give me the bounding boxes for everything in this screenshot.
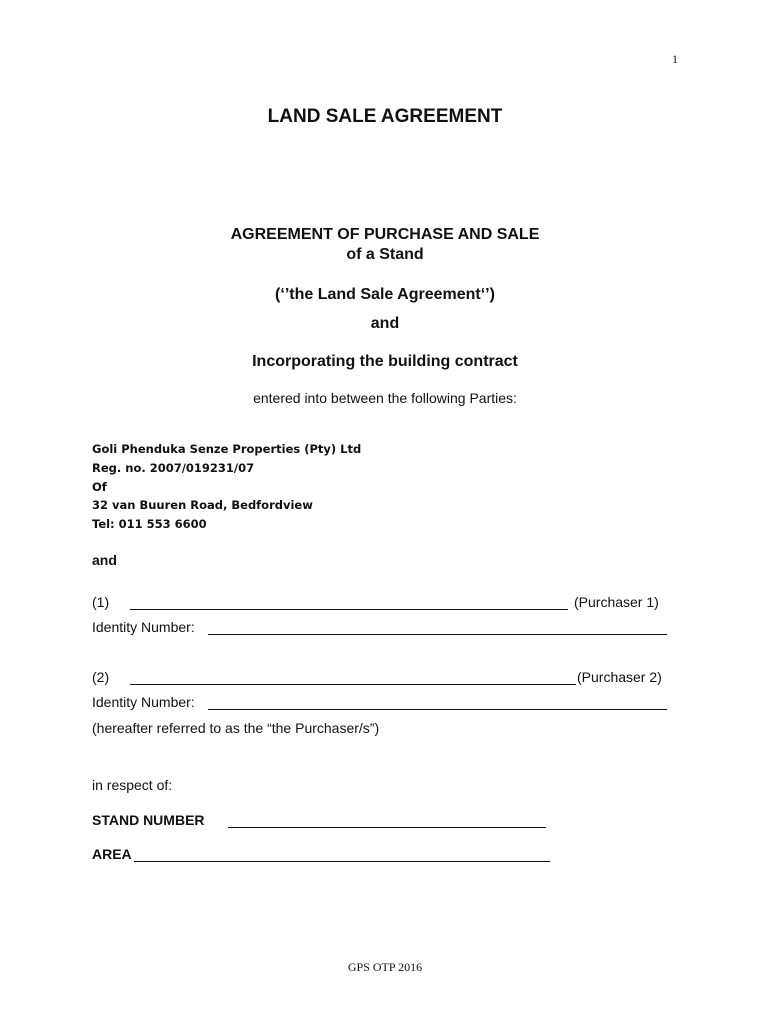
stand-number-field[interactable] xyxy=(228,827,546,828)
purchaser-2-name-field[interactable] xyxy=(130,684,576,685)
and-connector: and xyxy=(370,315,400,332)
seller-registration: Reg. no. 2007/019231/07 xyxy=(92,461,255,475)
seller-telephone: Tel: 011 553 6600 xyxy=(92,517,207,531)
purchaser-1-label: (Purchaser 1) xyxy=(574,594,659,610)
purchaser-1-id-label: Identity Number: xyxy=(92,619,195,635)
purchaser-2-id-field[interactable] xyxy=(208,709,667,710)
and-separator: and xyxy=(92,552,117,568)
incorporating-heading: Incorporating the building contract xyxy=(252,353,518,370)
hereafter-clause: (hereafter referred to as the “the Purchaser/s”) xyxy=(92,720,380,736)
page-number: 1 xyxy=(672,52,678,66)
document-title: LAND SALE AGREEMENT xyxy=(267,106,503,127)
purchaser-1-name-field[interactable] xyxy=(130,609,568,610)
agreement-short-name: (‘’the Land Sale Agreement‘’) xyxy=(275,286,495,303)
area-label: AREA xyxy=(92,846,132,862)
footer: GPS OTP 2016 xyxy=(347,960,423,974)
seller-name: Goli Phenduka Senze Properties (Pty) Ltd xyxy=(92,442,362,456)
purchaser-1-id-field[interactable] xyxy=(208,634,667,635)
subtitle-line-2: of a Stand xyxy=(346,246,424,263)
seller-address: 32 van Buuren Road, Bedfordview xyxy=(92,498,313,512)
area-field[interactable] xyxy=(134,861,550,862)
seller-of: Of xyxy=(92,480,107,494)
subtitle-line-1: AGREEMENT OF PURCHASE AND SALE xyxy=(230,226,540,243)
in-respect-of: in respect of: xyxy=(92,777,173,793)
purchaser-2-id-label: Identity Number: xyxy=(92,694,195,710)
purchaser-1-number: (1) xyxy=(92,594,110,610)
stand-number-label: STAND NUMBER xyxy=(92,812,205,828)
purchaser-2-number: (2) xyxy=(92,669,110,685)
purchaser-2-label: (Purchaser 2) xyxy=(577,669,662,685)
parties-intro: entered into between the following Parties: xyxy=(253,390,517,406)
